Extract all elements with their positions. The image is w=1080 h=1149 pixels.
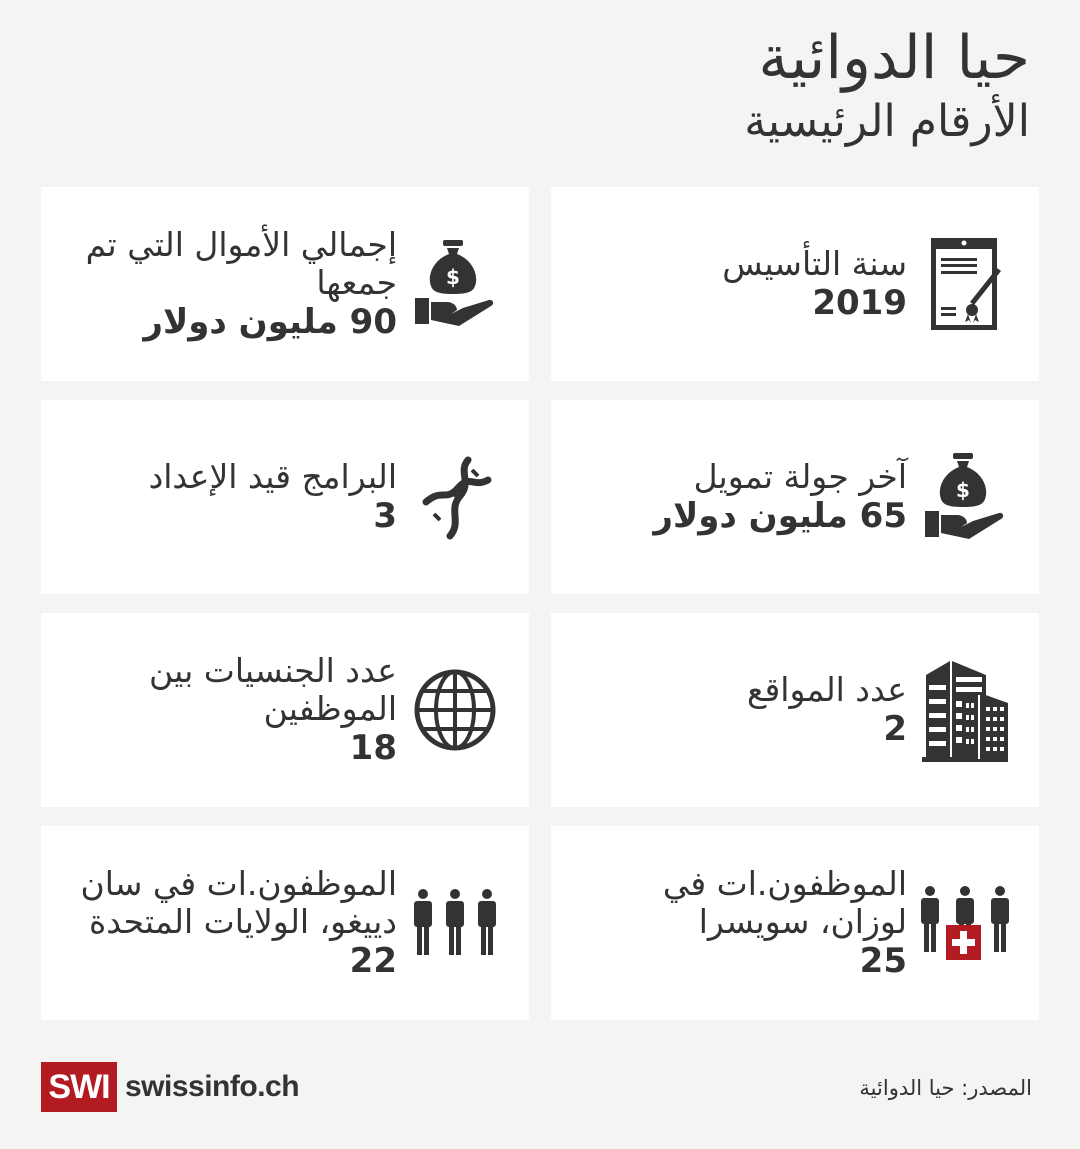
card-total-funds [41, 187, 529, 381]
card-last-funding-round [551, 400, 1039, 594]
card-employees-san-diego [41, 826, 529, 1020]
swi-logo-box: SWI [41, 1062, 117, 1112]
money-bag-hand-icon [405, 187, 505, 381]
card-label: آخر جولة تمويل [693, 457, 907, 496]
card-label: الموظفون.ات في لوزان، سويسرا [662, 864, 907, 941]
card-value: 65 مليون دولار [653, 496, 907, 536]
card-value: 3 [373, 496, 397, 536]
card-programs [41, 400, 529, 594]
card-label: سنة التأسيس [722, 244, 907, 283]
dna-icon [405, 400, 505, 594]
building-icon [915, 613, 1015, 807]
swissinfo-logo[interactable] [41, 1062, 299, 1112]
card-value: 22 [349, 941, 397, 981]
card-label: الموظفون.ات في سان دييغو، الولايات المتحدة [80, 864, 397, 941]
svg-text:$: $ [446, 265, 460, 289]
card-label: عدد الجنسيات بين الموظفين [149, 651, 397, 728]
card-label: عدد المواقع [746, 670, 907, 709]
card-value: 25 [859, 941, 907, 981]
card-nationalities [41, 613, 529, 807]
card-value: 2 [883, 709, 907, 749]
card-sites [551, 613, 1039, 807]
card-value: 2019 [812, 283, 907, 323]
header [744, 22, 1030, 150]
money-bag-hand-icon [915, 400, 1015, 594]
card-label: إجمالي الأموال التي تم جمعها [85, 225, 397, 302]
card-value: 18 [349, 728, 397, 768]
people-swiss-icon [915, 826, 1015, 1020]
card-employees-lausanne [551, 826, 1039, 1020]
card-founding-year [551, 187, 1039, 381]
page-subtitle: الأرقام الرئيسية [744, 96, 1030, 147]
source-note: المصدر: حيا الدوائية [859, 1076, 1032, 1100]
contract-icon [915, 187, 1015, 381]
card-value: 90 مليون دولار [143, 302, 397, 342]
swi-logo-text: swissinfo.ch [125, 1070, 300, 1103]
page-title: حيا الدوائية [758, 23, 1030, 93]
people-icon [405, 826, 505, 1020]
globe-icon [405, 613, 505, 807]
svg-text:$: $ [956, 478, 970, 502]
card-label: البرامج قيد الإعداد [148, 457, 397, 496]
